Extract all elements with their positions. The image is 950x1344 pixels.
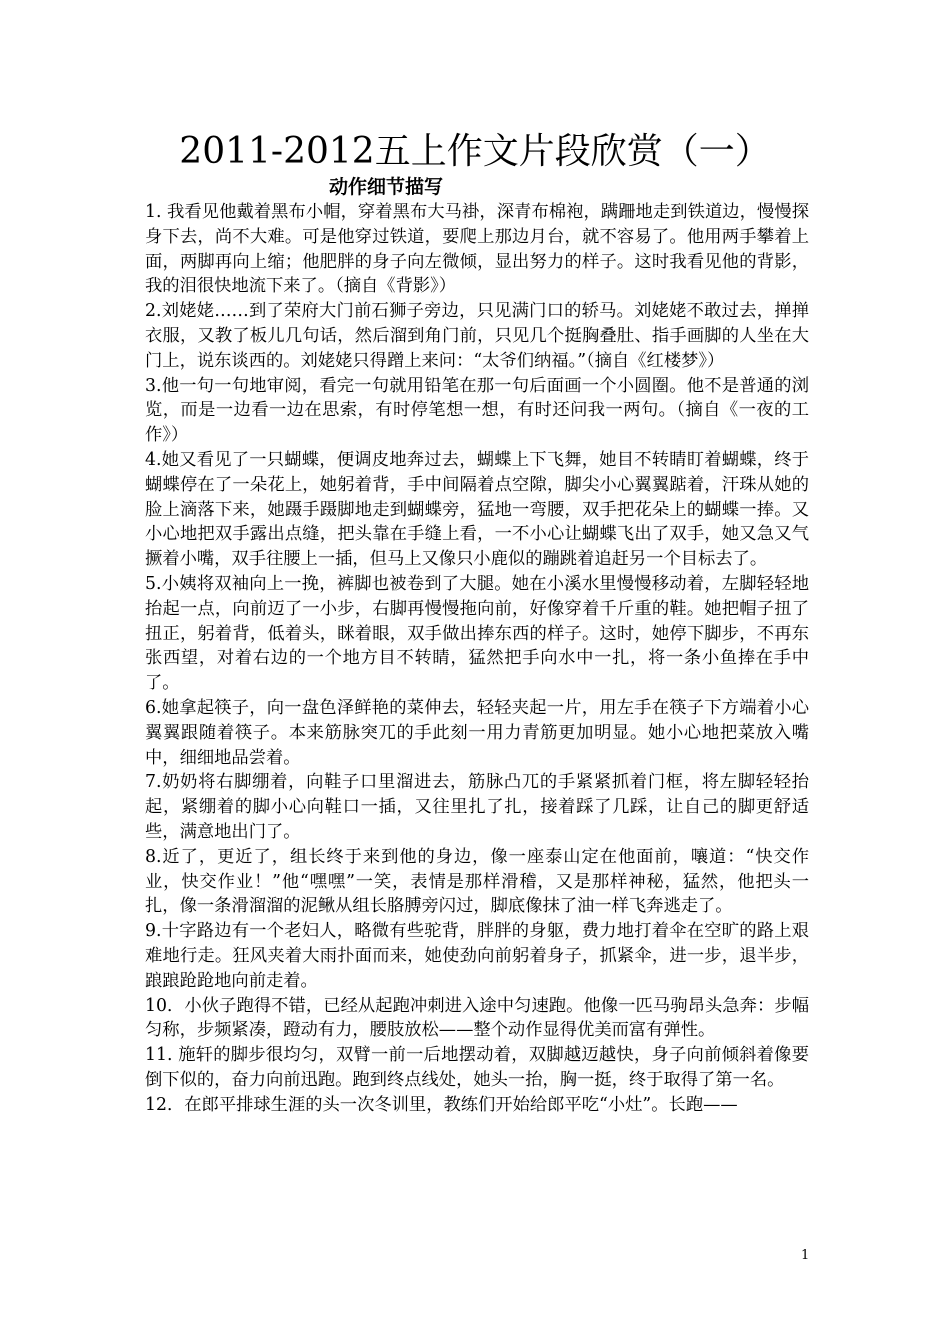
paragraph-11: 11. 施轩的脚步很均匀，双臂一前一后地摆动着，双脚越迈越快，身子向前倾斜着像要倒下似的，奋力向前迅跑。跑到终点线处，她头一抬，胸一挺，终于取得了第一名。 <box>145 1045 809 1090</box>
paragraph-1: 1. 我看见他戴着黑布小帽，穿着黑布大马褂，深青布棉袍，蹒跚地走到铁道边，慢慢探身下去，尚不大难。可是他穿过铁道，要爬上那边月台，就不容易了。他用两手攀着上面，两脚再向上缩；他肥胖的身子向左微倾，显出努力的样子。这时我看见他的背影，我的泪很快地流下来了。（摘自《背影》） <box>145 202 809 297</box>
paragraph-4: 4.她又看见了一只蝴蝶，便调皮地奔过去，蝴蝶上下飞舞，她目不转睛盯着蝴蝶，终于蝴蝶停在了一朵花上，她躬着背，手中间隔着点空隙，脚尖小心翼翼踮着，汗珠从她的脸上滴落下来，她蹑手蹑脚地走到蝴蝶旁，猛地一弯腰，双手把花朵上的蝴蝶一捧。又小心地把双手露出点缝，把头靠在手缝上看，一不小心让蝴蝶飞出了双手，她又急又气撅着小嘴，双手往腰上一插，但马上又像只小鹿似的蹦跳着追赶另一个目标去了。 <box>145 449 809 570</box>
paragraph-9: 9.十字路边有一个老妇人，略微有些驼背，胖胖的身躯，费力地打着伞在空旷的路上艰难地行走。狂风夹着大雨扑面而来，她使劲向前躬着身子，抓紧伞，进一步，退半步，踉踉跄跄地向前走着。 <box>145 921 809 991</box>
document-title: 2011-2012五上作文片段欣赏（一） <box>179 131 771 172</box>
paragraph-10: 10．小伙子跑得不错，已经从起跑冲刺进入途中匀速跑。他像一匹马驹昂头急奔：步幅匀称，步频紧凑，蹬动有力，腰肢放松——整个动作显得优美而富有弹性。 <box>145 995 809 1041</box>
document-body <box>145 200 809 1117</box>
paragraph-7: 7.奶奶将右脚绷着，向鞋子口里溜进去，筋脉凸兀的手紧紧抓着门框，将左脚轻轻抬起，紧绷着的脚小心向鞋口一插，又往里扎了扎，接着踩了几踩，让自己的脚更舒适些，满意地出门了。 <box>145 772 809 842</box>
paragraph-5: 5.小姨将双袖向上一挽，裤脚也被卷到了大腿。她在小溪水里慢慢移动着，左脚轻轻地抬起一点，向前迈了一小步，右脚再慢慢拖向前，好像穿着千斤重的鞋。她把帽子扭了扭正，躬着背，低着头，眯着眼，双手做出捧东西的样子。这时，她停下脚步，不再东张西望，对着右边的一个地方目不转睛，猛然把手向水中一扎，将一条小鱼捧在手中了。 <box>145 573 809 694</box>
paragraph-6: 6.她拿起筷子，向一盘色泽鲜艳的菜伸去，轻轻夹起一片，用左手在筷子下方端着小心翼翼跟随着筷子。本来筋脉突兀的手此刻一用力青筋更加明显。她小心地把菜放入嘴中，细细地品尝着。 <box>145 697 809 768</box>
paragraph-12: 12．在郎平排球生涯的头一次冬训里，教练们开始给郎平吃“小灶”。长跑—— <box>145 1094 738 1115</box>
paragraph-2: 2.刘姥姥……到了荣府大门前石狮子旁边，只见满门口的轿马。刘姥姥不敢过去，掸掸衣服，又教了板儿几句话，然后溜到角门前，只见几个挺胸叠肚、指手画脚的人坐在大门上，说东谈西的。刘姥姥只得蹭上来问：“太爷们纳福。”（摘自《红楼梦》） <box>145 301 809 371</box>
page-number: 1 <box>801 1248 810 1263</box>
paragraph-3: 3.他一句一句地审阅，看完一句就用铅笔在那一句后面画一个小圆圈。他不是普通的浏览，而是一边看一边在思索，有时停笔想一想，有时还问我一两句。（摘自《一夜的工作》） <box>145 375 809 446</box>
paragraph-8: 8.近了，更近了，组长终于来到他的身边，像一座泰山定在他面前，嚷道：“快交作业，快交作业！”他“嘿嘿”一笑，表情是那样滑稽，又是那样神秘，猛然，他把头一扎，像一条滑溜溜的泥鳅从组长胳膊旁闪过，脚底像抹了油一样飞奔逃走了。 <box>145 846 809 917</box>
document-subtitle: 动作细节描写 <box>329 176 444 198</box>
